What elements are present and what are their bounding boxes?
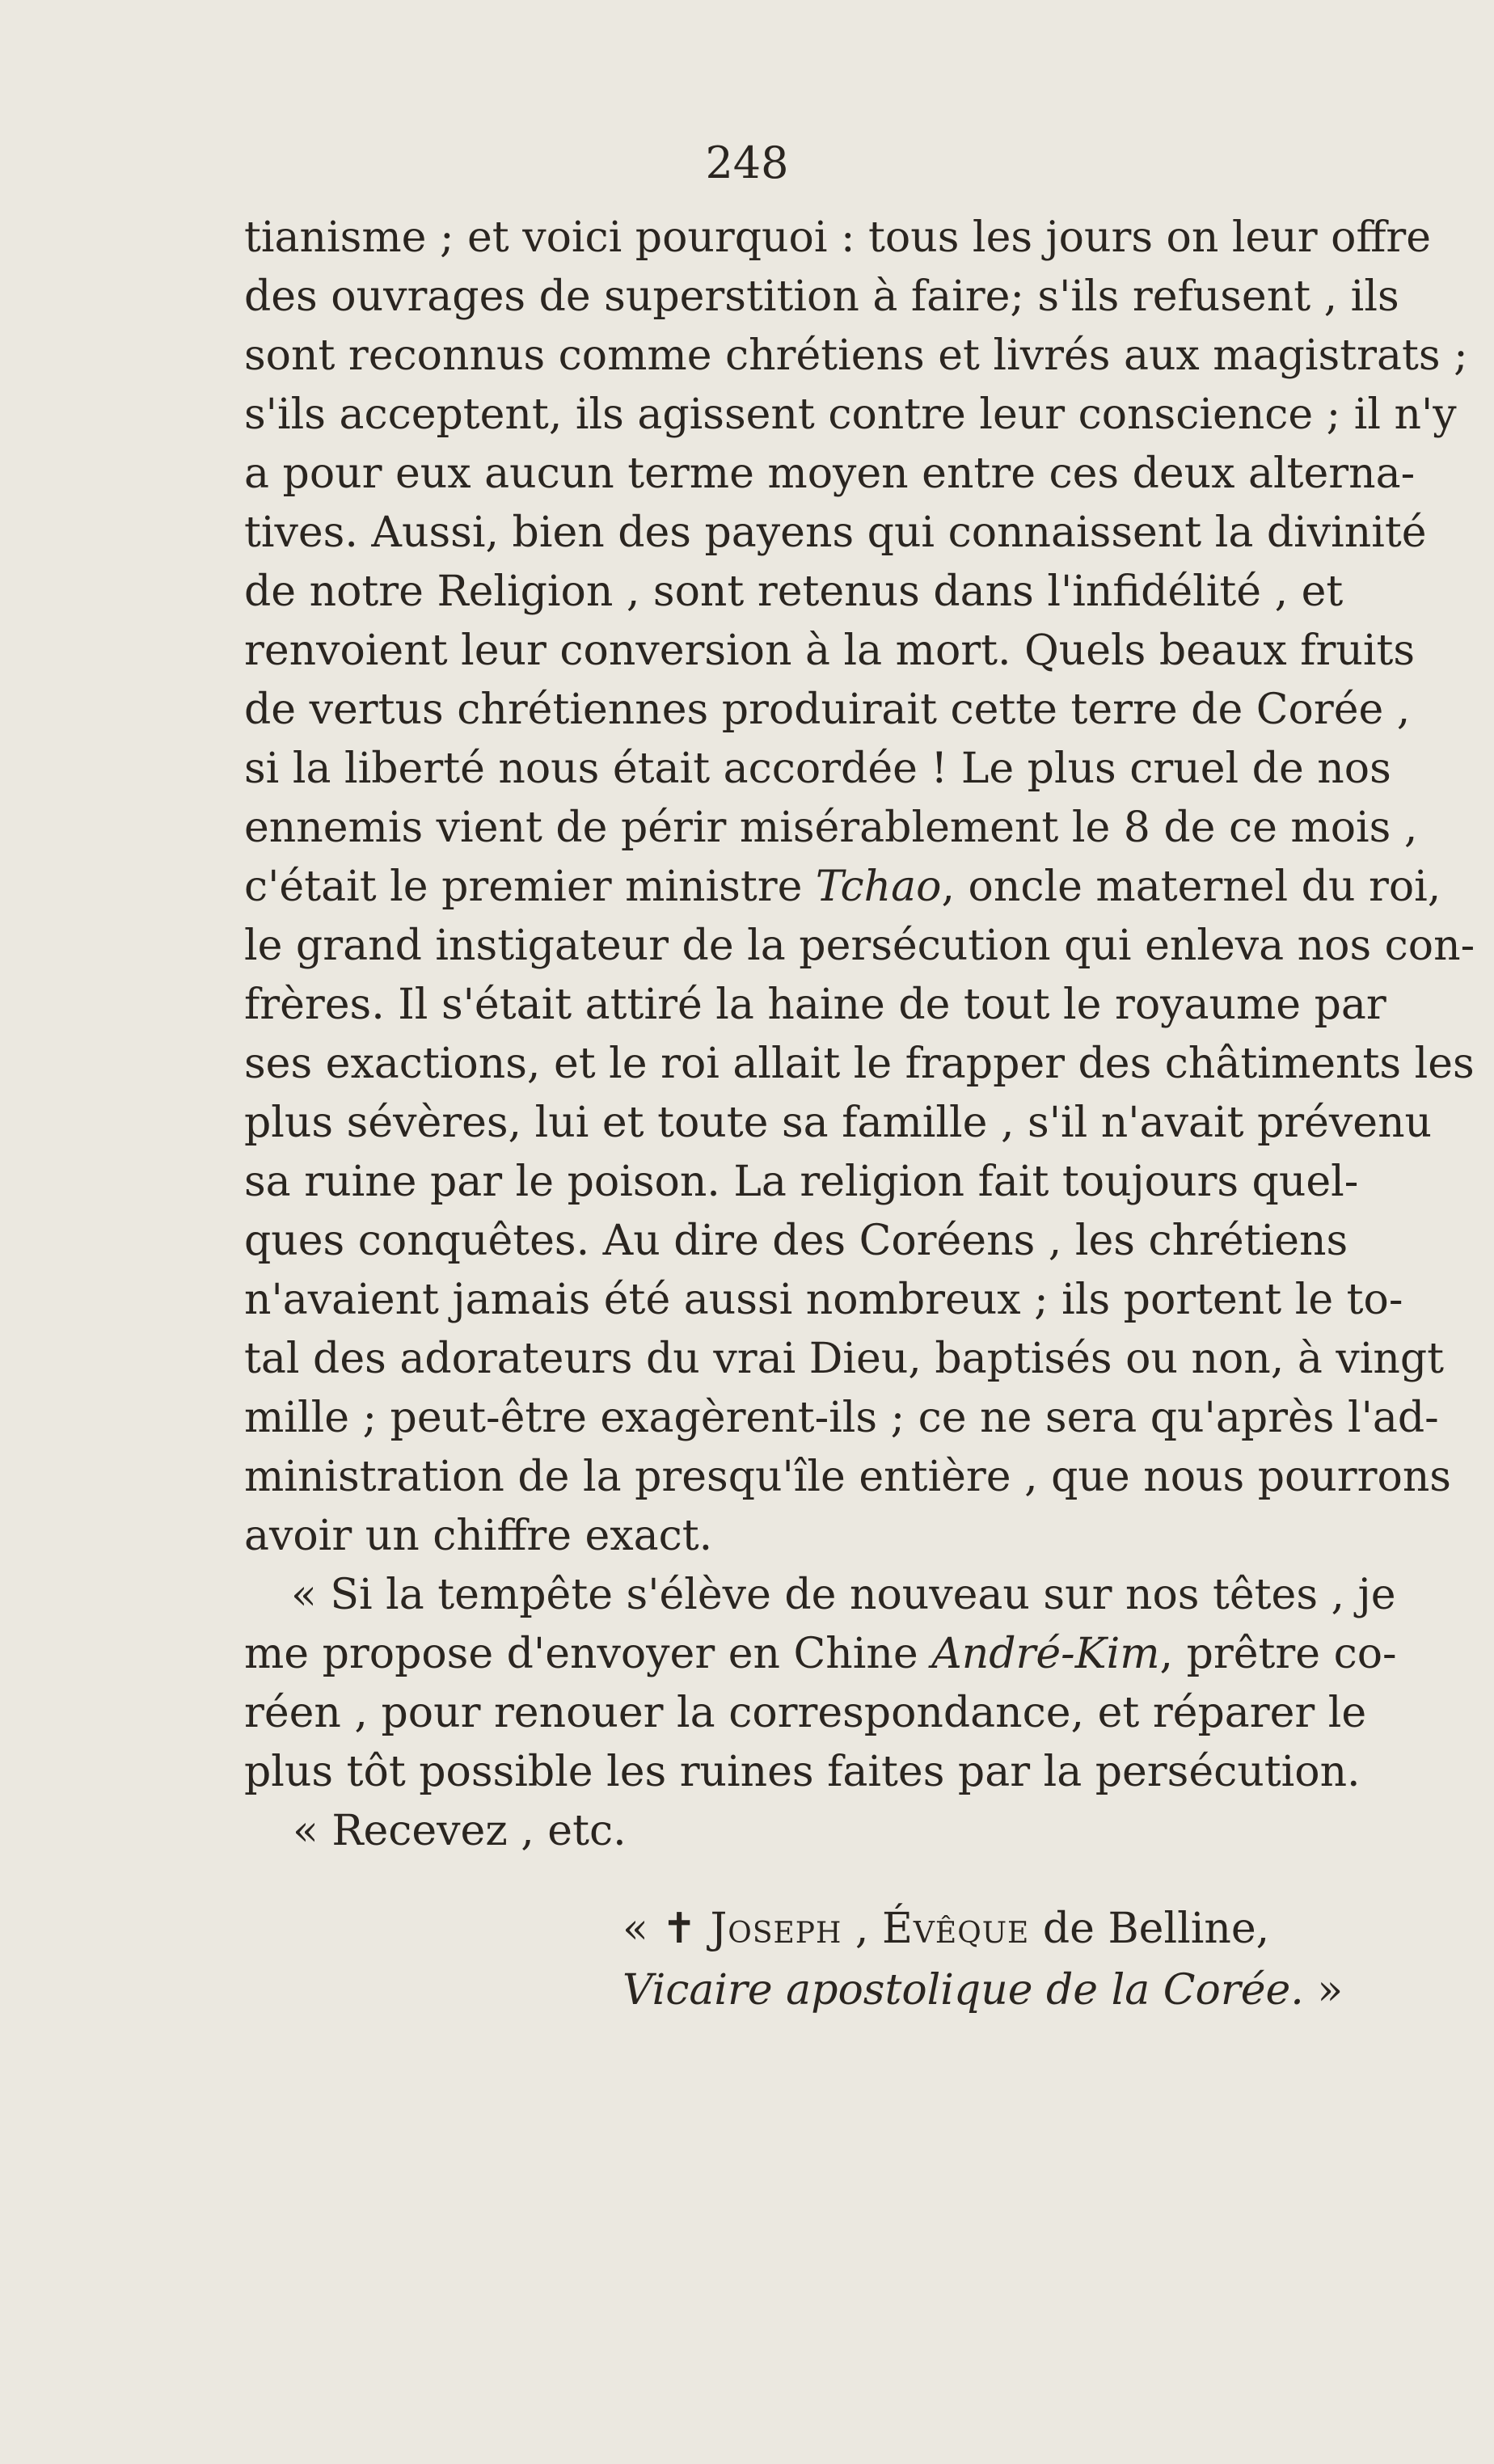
text-line: plus sévères, lui et toute sa famille , s'il n'avait prévenu xyxy=(244,1099,1433,1147)
signature-title: Évêque xyxy=(881,1905,1030,1953)
priest-name: André-Kim xyxy=(931,1630,1160,1678)
text-line: ministration de la presqu'île entière , que nous pourrons xyxy=(244,1453,1451,1501)
text-line: le grand instigateur de la persécution qui enleva nos con- xyxy=(244,922,1475,970)
text-line: s'ils acceptent, ils agissent contre leur conscience ; il n'y xyxy=(244,390,1457,439)
signature-name: Joseph xyxy=(710,1905,842,1953)
minister-name: Tchao xyxy=(815,863,942,911)
text-line: ques conquêtes. Au dire des Coréens , les chrétiens xyxy=(244,1217,1348,1265)
closing-line: « Recevez , etc. xyxy=(293,1807,627,1855)
text-line: tal des adorateurs du vrai Dieu, baptisés ou non, à vingt xyxy=(244,1335,1445,1383)
signature-role-line xyxy=(622,1960,1344,2021)
text-line: frères. Il s'était attiré la haine de tout le royaume par xyxy=(244,981,1386,1029)
text-segment: c'était le premier ministre xyxy=(244,863,816,911)
text-line: sa ruine par le poison. La religion fait toujours quel- xyxy=(244,1158,1359,1206)
text-line-minister xyxy=(244,858,1441,917)
page-number: 248 xyxy=(705,137,789,188)
text-line: n'avaient jamais été aussi nombreux ; ils portent le to- xyxy=(244,1276,1403,1324)
signature-name-line xyxy=(622,1898,1334,1960)
text-line: ses exactions, et le roi allait le frapper des châtiments les xyxy=(244,1040,1475,1088)
text-line: sont reconnus comme chrétiens et livrés aux magistrats ; xyxy=(244,331,1468,380)
text-line: avoir un chiffre exact. xyxy=(244,1512,713,1560)
text-segment: me propose d'envoyer en Chine xyxy=(244,1630,932,1678)
signature-role: Vicaire apostolique de la Corée. xyxy=(622,1966,1304,2015)
text-line: des ouvrages de superstition à faire; s'ils refusent , ils xyxy=(244,272,1399,321)
text-line: de notre Religion , sont retenus dans l'infidélité , et xyxy=(244,567,1344,616)
text-line-priest xyxy=(244,1625,1397,1684)
text-line: de vertus chrétiennes produirait cette terre de Corée , xyxy=(244,686,1411,734)
text-line: mille ; peut-être exagèrent-ils ; ce ne sera qu'après l'ad- xyxy=(244,1394,1439,1442)
signature-separator: , xyxy=(842,1905,882,1953)
text-line: si la liberté nous était accordée ! Le plus cruel de nos xyxy=(244,745,1391,793)
text-line: renvoient leur conversion à la mort. Quels beaux fruits xyxy=(244,627,1416,675)
signature-see: de Belline, xyxy=(1029,1905,1270,1953)
text-segment: , oncle maternel du roi, xyxy=(941,863,1441,911)
text-line: plus tôt possible les ruines faites par la persécution. xyxy=(244,1748,1361,1796)
signature-close: » xyxy=(1303,1966,1344,2015)
text-line: a pour eux aucun terme moyen entre ces deux alterna- xyxy=(244,449,1416,498)
text-segment: , prêtre co- xyxy=(1159,1630,1397,1678)
signature-block xyxy=(622,1898,1344,2021)
text-line: « Si la tempête s'élève de nouveau sur nos têtes , je xyxy=(291,1571,1396,1619)
text-line: tives. Aussi, bien des payens qui connaissent la divinité xyxy=(244,508,1427,557)
text-line: réen , pour renouer la correspondance, et réparer le xyxy=(244,1689,1367,1737)
body-text xyxy=(244,209,1475,1861)
text-line: tianisme ; et voici pourquoi : tous les jours on leur offre xyxy=(244,213,1432,262)
text-line: ennemis vient de périr misérablement le 8 de ce mois , xyxy=(244,804,1418,852)
signature-prefix: « ✝ xyxy=(622,1905,711,1953)
